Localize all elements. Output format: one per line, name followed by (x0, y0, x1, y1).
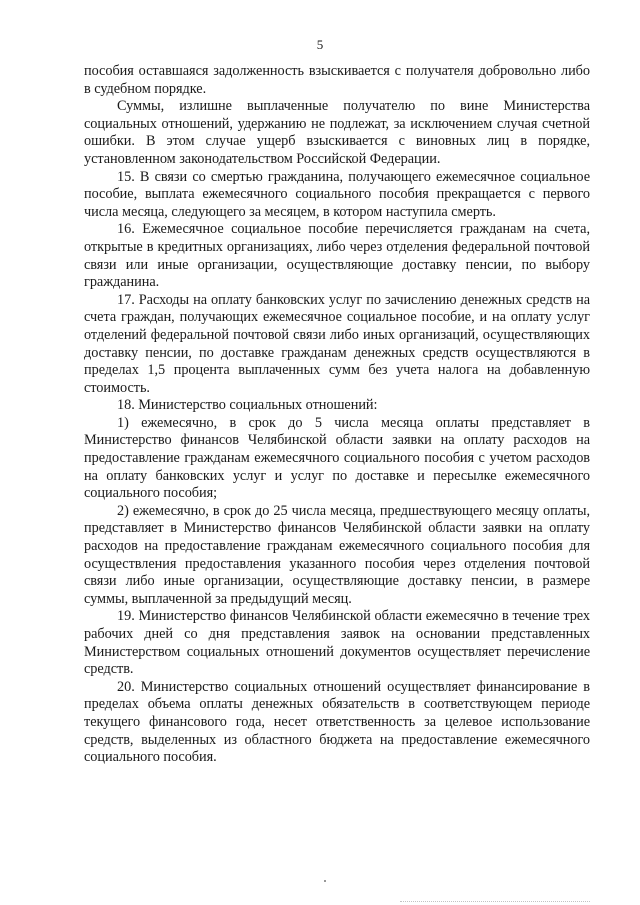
paragraph-18-item-2: 2) ежемесячно, в срок до 25 числа месяца, предшествующего месяцу оплаты, представляет в Министерство финансов Челябинской области заявки на оплату расходов на предоставление гражданам ежемесячного социального пособия для осуществления предоставления указанного пособия через отделения почтовой связи либо иные организации, осуществляющие доставку пенсии, в размере суммы, выплаченной за предыдущий месяц. (84, 502, 590, 607)
paragraph-18-item-1: 1) ежемесячно, в срок до 5 числа месяца оплаты представляет в Министерство финансов Челябинской области заявки на оплату расходов на предоставление гражданам ежемесячного социального пособия с учетом расходов на оплату банковских услуг и услуг по доставке и пересылке ежемесячного социального пособия; (84, 414, 590, 502)
paragraph-18-ministry-duties: 18. Министерство социальных отношений: (117, 397, 378, 414)
paragraph-15-death-termination: 15. В связи со смертью гражданина, получающего ежемесячное социальное пособие, выплата ежемесячного социального пособия прекращается с первого числа месяца, следующего за месяцем, в котором наступила смерть. (84, 168, 590, 220)
paragraph-17-bank-expenses: 17. Расходы на оплату банковских услуг по зачислению денежных средств на счета граждан, получающих ежемесячное социальное пособие, и на оплату услуг отделений федеральной почтовой связи либо иных организаций, осуществляющих доставку пенсии, по доставке гражданам денежных средств осуществляются в пределах 1,5 процента выплаченных сумм без учета налога на добавленную стоимость. (84, 291, 590, 396)
document-body (84, 63, 590, 767)
paragraph-debt-recovery-continuation: пособия оставшаяся задолженность взыскивается с получателя добровольно либо в судебном порядке. (84, 63, 590, 97)
paragraph-16-payment-transfer: 16. Ежемесячное социальное пособие перечисляется гражданам на счета, открытые в кредитных организациях, либо через отделения федеральной почтовой связи или иные организации, осуществляющие доставку пенсии, по выбору гражданина. (84, 221, 590, 291)
paragraph-20-financing-responsibility: 20. Министерство социальных отношений осуществляет финансирование в пределах объема оплаты денежных обязательств в соответствующем периоде текущего финансового года, несет ответственность за целевое использование средств, выделенных из областного бюджета на предоставление ежемесячного социального пособия. (84, 678, 590, 766)
page-number: 5 (316, 37, 324, 52)
scan-artifact-line (400, 899, 590, 902)
scan-artifact-dot (324, 880, 326, 882)
paragraph-overpaid-sums: Суммы, излишне выплаченные получателю по вине Министерства социальных отношений, удержанию не подлежат, за исключением случая счетной ошибки. В этом случае ущерб взыскивается с виновных лиц в порядке, установленном законодательством Российской Федерации. (84, 98, 590, 167)
paragraph-19-finance-transfer: 19. Министерство финансов Челябинской области ежемесячно в течение трех рабочих дней со дня представления заявок на основании представленных Министерством социальных отношений документов осуществляет перечисление средств. (84, 608, 590, 678)
